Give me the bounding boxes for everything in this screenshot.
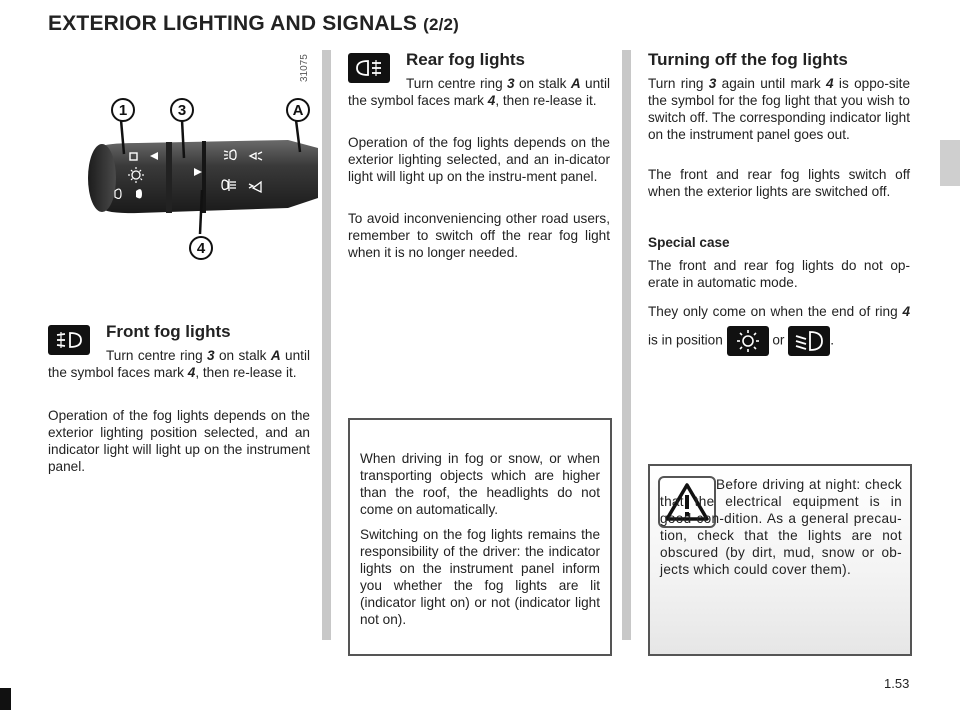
page-number: 1.53 — [884, 676, 910, 691]
ring-ref: 3 — [708, 76, 717, 91]
page-part: (2/2) — [423, 15, 460, 34]
special-case-paragraph-2 — [648, 298, 910, 356]
text-span: Turn centre ring — [406, 76, 508, 91]
night-driving-warning — [648, 464, 912, 656]
front-fog-paragraph-2: Operation of the fog lights depends on the exterior lighting position selected, and an indicator light will light up on the instrument panel. — [48, 408, 310, 474]
text-span: is in position — [648, 332, 723, 348]
warning-text: Before driving at night: check that the electrical equipment is in good con-dition. As a general precau-tion, check that the lights are not obscured (by dirt, mud, snow or ob-jects which could cover them). — [660, 477, 902, 577]
text-span: again until mark — [716, 76, 827, 91]
turning-off-paragraph-1 — [648, 75, 910, 143]
text-span: on stalk — [214, 348, 271, 363]
text-span: . — [830, 332, 835, 348]
callout-4-label: 4 — [196, 239, 206, 257]
text-span: Turn ring — [648, 76, 709, 91]
chapter-tab — [940, 140, 960, 186]
text-span: , then re-lease it. — [495, 93, 597, 108]
callout-3 — [170, 98, 194, 122]
callout-4 — [189, 236, 213, 260]
dipped-beam-icon — [788, 326, 830, 356]
fog-note-box — [348, 418, 612, 656]
text-span: until the symbol faces mark — [48, 348, 310, 380]
mark-ref: 4 — [187, 365, 196, 380]
text-span: on stalk — [514, 76, 571, 91]
text-span: is oppo-site the symbol for the fog light that you wish to switch off. The corresponding indicator light on the instrument panel goes out. — [648, 76, 910, 142]
special-case-paragraph-1: The front and rear fog lights do not op-erate in automatic mode. — [648, 258, 910, 290]
note-paragraph-2: Switching on the fog lights remains the responsibility of the driver: the indicator lights on the instrument panel inform you whether the fog lights are lit (indicator light on) or not (indicator light not on). — [360, 527, 600, 627]
text-span: Turn centre ring — [106, 348, 208, 363]
ring-ref: 4 — [902, 304, 910, 319]
mark-ref: 4 — [826, 76, 834, 91]
page-title-text: EXTERIOR LIGHTING AND SIGNALS — [48, 12, 418, 35]
ring-ref: 3 — [207, 348, 215, 363]
text-span: They only come on when the end of ring — [648, 304, 903, 319]
special-case-heading: Special case — [648, 235, 730, 250]
rear-fog-paragraph-2: Operation of the fog lights depends on the exterior lighting selected, and an in-dicator light will light up on the instru-ment panel. — [348, 135, 610, 184]
page-edge-mark — [0, 688, 11, 710]
callout-A — [286, 98, 310, 122]
mark-ref: 4 — [487, 93, 496, 108]
text-span: or — [772, 332, 785, 348]
page-title — [48, 12, 459, 36]
ring-ref: 3 — [507, 76, 515, 91]
sidelights-icon — [727, 326, 769, 356]
text-span: until the symbol faces mark — [348, 76, 610, 108]
callout-3-label: 3 — [177, 101, 187, 119]
front-fog-paragraph-1 — [48, 347, 310, 381]
text-span: , then re-lease it. — [195, 365, 297, 380]
turning-off-paragraph-2: The front and rear fog lights switch off when the exterior lights are switched off. — [648, 167, 910, 199]
column-divider-left — [322, 50, 331, 640]
stalk-figure — [78, 48, 318, 270]
callout-1-label: 1 — [118, 101, 128, 119]
stalk-ref: A — [270, 348, 281, 363]
callout-A-label: A — [292, 101, 304, 119]
callout-1 — [111, 98, 135, 122]
stalk-ref: A — [570, 76, 581, 91]
column-divider-right — [622, 50, 631, 640]
rear-fog-heading: Rear fog lights — [406, 50, 526, 69]
turning-off-heading: Turning off the fog lights — [648, 50, 848, 69]
front-fog-heading: Front fog lights — [106, 322, 231, 341]
rear-fog-paragraph-1 — [348, 75, 610, 109]
note-paragraph-1: When driving in fog or snow, or when transporting objects which are higher than the roof, the headlights do not come on automatically. — [360, 451, 600, 517]
figure-ref-code: 31075 — [299, 54, 310, 82]
rear-fog-paragraph-3: To avoid inconveniencing other road users, remember to switch off the rear fog light when it is no longer needed. — [348, 211, 610, 260]
